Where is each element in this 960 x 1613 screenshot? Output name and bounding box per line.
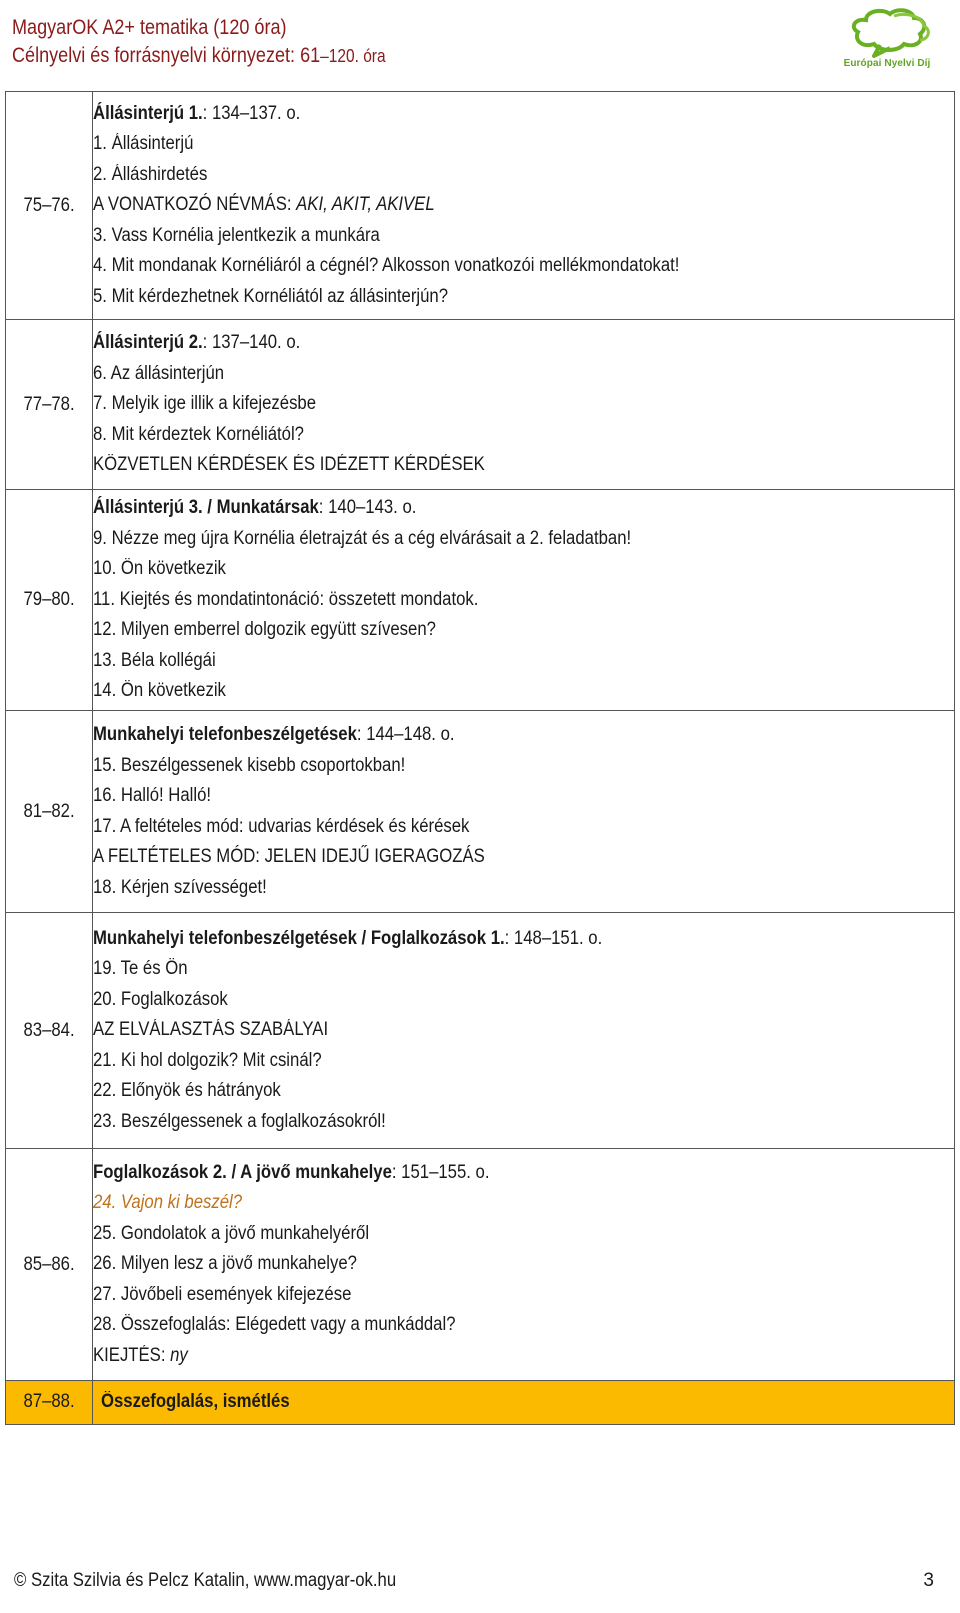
list-item-highlighted: 24. Vajon ki beszél?: [93, 1192, 243, 1214]
list-item: 8. Mit kérdeztek Kornéliától?: [93, 423, 304, 445]
subtitle-range: –120. óra: [320, 46, 386, 66]
document-subtitle: [12, 42, 386, 70]
lesson-heading: Összefoglalás, ismétlés: [101, 1391, 290, 1412]
list-item: 14. Ön következik: [93, 680, 226, 702]
list-item: 26. Milyen lesz a jövő munkahelye?: [93, 1253, 357, 1275]
lesson-heading: Állásinterjú 2.: 137–140. o.: [93, 332, 301, 354]
list-item: 20. Foglalkozások: [93, 988, 228, 1010]
copyright-text: © Szita Szilvia és Pelcz Katalin, www.magyar-ok.hu: [14, 1570, 397, 1591]
list-item: 13. Béla kollégái: [93, 649, 216, 671]
grammar-topic: AZ ELVÁLASZTÁS SZABÁLYAI: [93, 1019, 329, 1041]
list-item: 2. Álláshirdetés: [93, 163, 208, 185]
lesson-number: 75–76.: [6, 92, 93, 320]
european-language-label-logo: [836, 6, 938, 78]
lesson-content: [93, 1381, 955, 1425]
list-item: 4. Mit mondanak Kornéliáról a cégnél? Alkosson vonatkozói mellékmondatokat!: [93, 255, 680, 277]
lesson-content: [93, 320, 955, 490]
grammar-topic: A VONATKOZÓ NÉVMÁS: AKI, AKIT, AKIVEL: [93, 194, 435, 216]
list-item: 1. Állásinterjú: [93, 133, 194, 155]
list-item: 19. Te és Ön: [93, 958, 188, 980]
lesson-number: 81–82.: [6, 711, 93, 913]
lesson-number: 77–78.: [6, 320, 93, 490]
list-item: 9. Nézze meg újra Kornélia életrajzát és a cég elvárásait a 2. feladatban!: [93, 527, 632, 549]
speech-bubbles-icon: [836, 6, 938, 62]
lesson-heading: Munkahelyi telefonbeszélgetések: 144–148. o.: [93, 724, 455, 745]
lesson-number: 79–80.: [6, 490, 93, 711]
list-item: 27. Jövőbeli események kifejezése: [93, 1283, 352, 1305]
list-item: 5. Mit kérdezhetnek Kornéliától az állásinterjún?: [93, 285, 449, 307]
table-row: [6, 490, 955, 711]
list-item: 3. Vass Kornélia jelentkezik a munkára: [93, 224, 380, 246]
table-row: [6, 711, 955, 913]
list-item: 16. Halló! Halló!: [93, 785, 212, 806]
document-header: [12, 14, 446, 70]
lesson-content: [93, 92, 955, 320]
table-row: [6, 1149, 955, 1381]
page-number: 3: [923, 1570, 934, 1591]
list-item: 17. A feltételes mód: udvarias kérdések és kérések: [93, 815, 470, 837]
grammar-topic: KÖZVETLEN KÉRDÉSEK ÉS IDÉZETT KÉRDÉSEK: [93, 454, 485, 476]
list-item: 25. Gondolatok a jövő munkahelyéről: [93, 1222, 370, 1244]
lesson-number: 87–88.: [6, 1381, 93, 1425]
subtitle-main: Célnyelvi és forrásnyelvi környezet: 61: [12, 44, 321, 67]
list-item: 10. Ön következik: [93, 558, 226, 580]
lesson-content: [93, 913, 955, 1149]
list-item: 28. Összefoglalás: Elégedett vagy a munkáddal?: [93, 1314, 456, 1336]
table-row: [6, 92, 955, 320]
lesson-heading: Munkahelyi telefonbeszélgetések / Foglalkozások 1.: 148–151. o.: [93, 927, 603, 949]
list-item: 12. Milyen emberrel dolgozik együtt szívesen?: [93, 619, 436, 641]
list-item: 23. Beszélgessenek a foglalkozásokról!: [93, 1110, 386, 1132]
list-item: 22. Előnyök és hátrányok: [93, 1080, 281, 1102]
table-row: [6, 320, 955, 490]
list-item: 21. Ki hol dolgozik? Mit csinál?: [93, 1049, 322, 1071]
pronunciation-topic: KIEJTÉS: ny: [93, 1344, 188, 1366]
list-item: 11. Kiejtés és mondatintonáció: összetett mondatok.: [93, 588, 479, 610]
lesson-number: 85–86.: [6, 1149, 93, 1381]
table-row-summary: [6, 1381, 955, 1425]
document-title: MagyarOK A2+ tematika (120 óra): [12, 16, 287, 39]
page-footer: [14, 1570, 934, 1592]
lesson-content: [93, 490, 955, 711]
logo-text: Európai Nyelvi Díj: [843, 58, 931, 69]
lesson-heading: Állásinterjú 1.: 134–137. o.: [93, 102, 301, 124]
table-row: [6, 913, 955, 1149]
grammar-topic: A FELTÉTELES MÓD: JELEN IDEJŰ IGERAGOZÁS: [93, 846, 485, 867]
lesson-number: 83–84.: [6, 913, 93, 1149]
lesson-content: [93, 1149, 955, 1381]
list-item: 15. Beszélgessenek kisebb csoportokban!: [93, 754, 406, 776]
schedule-table: [5, 91, 955, 1425]
list-item: 18. Kérjen szívességet!: [93, 876, 267, 898]
lesson-heading: Foglalkozások 2. / A jövő munkahelye: 151–155. o.: [93, 1161, 490, 1183]
list-item: 6. Az állásinterjún: [93, 362, 225, 384]
lesson-content: [93, 711, 955, 913]
lesson-heading: Állásinterjú 3. / Munkatársak: 140–143. o.: [93, 497, 417, 519]
list-item: 7. Melyik ige illik a kifejezésbe: [93, 393, 317, 415]
